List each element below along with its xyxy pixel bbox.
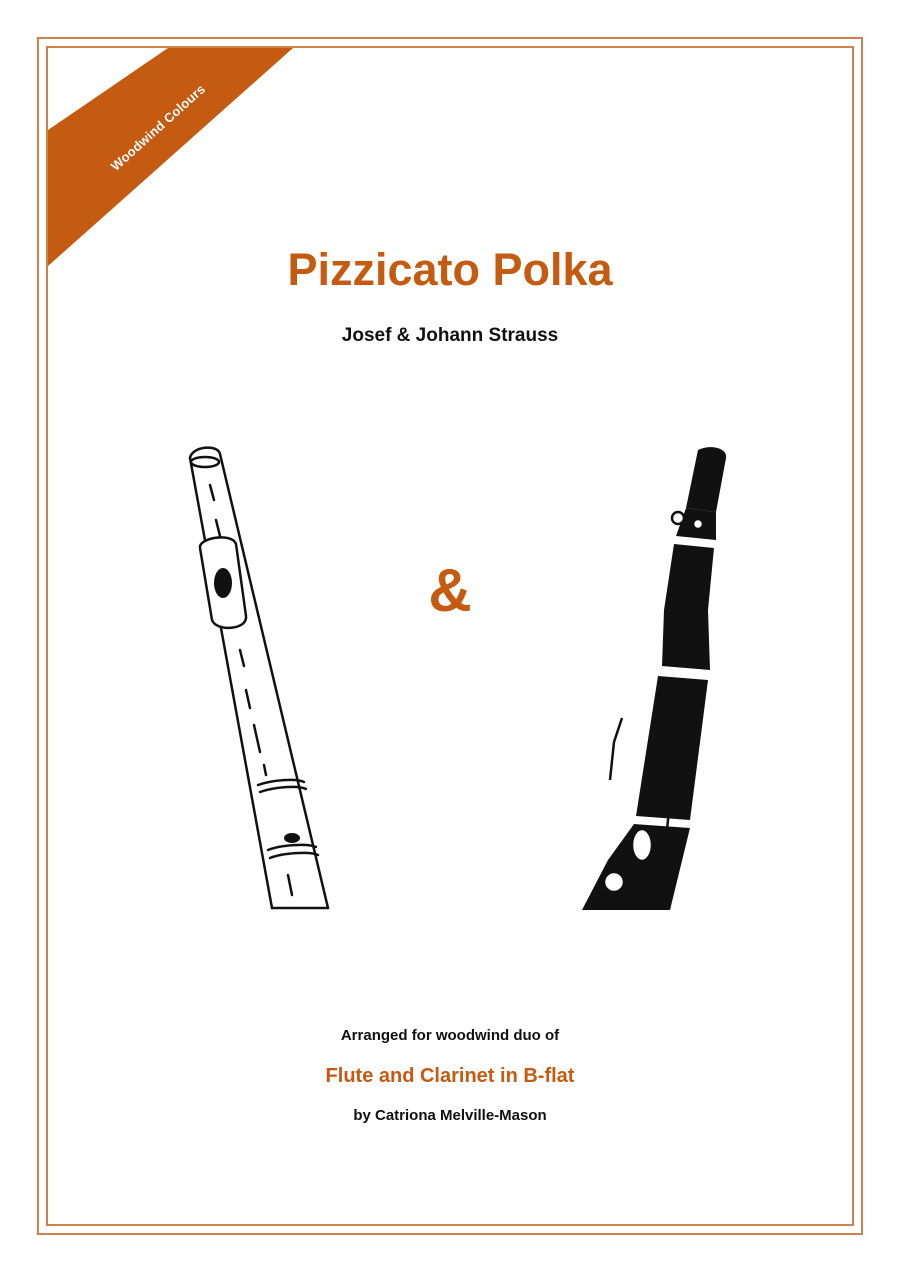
page-title: Pizzicato Polka bbox=[287, 244, 613, 295]
instrumentation: Flute and Clarinet in B-flat bbox=[325, 1065, 575, 1087]
corner-banner bbox=[48, 48, 293, 266]
arranger-credit: by Catriona Melville-Mason bbox=[353, 1107, 547, 1124]
ampersand-symbol: & bbox=[428, 557, 472, 624]
composer-name: Josef & Johann Strauss bbox=[341, 325, 559, 346]
flute-icon bbox=[180, 440, 340, 915]
clarinet-icon bbox=[570, 440, 740, 915]
banner-label: Woodwind Colours bbox=[107, 81, 209, 174]
arranged-for-label: Arranged for woodwind duo of bbox=[340, 1027, 560, 1044]
